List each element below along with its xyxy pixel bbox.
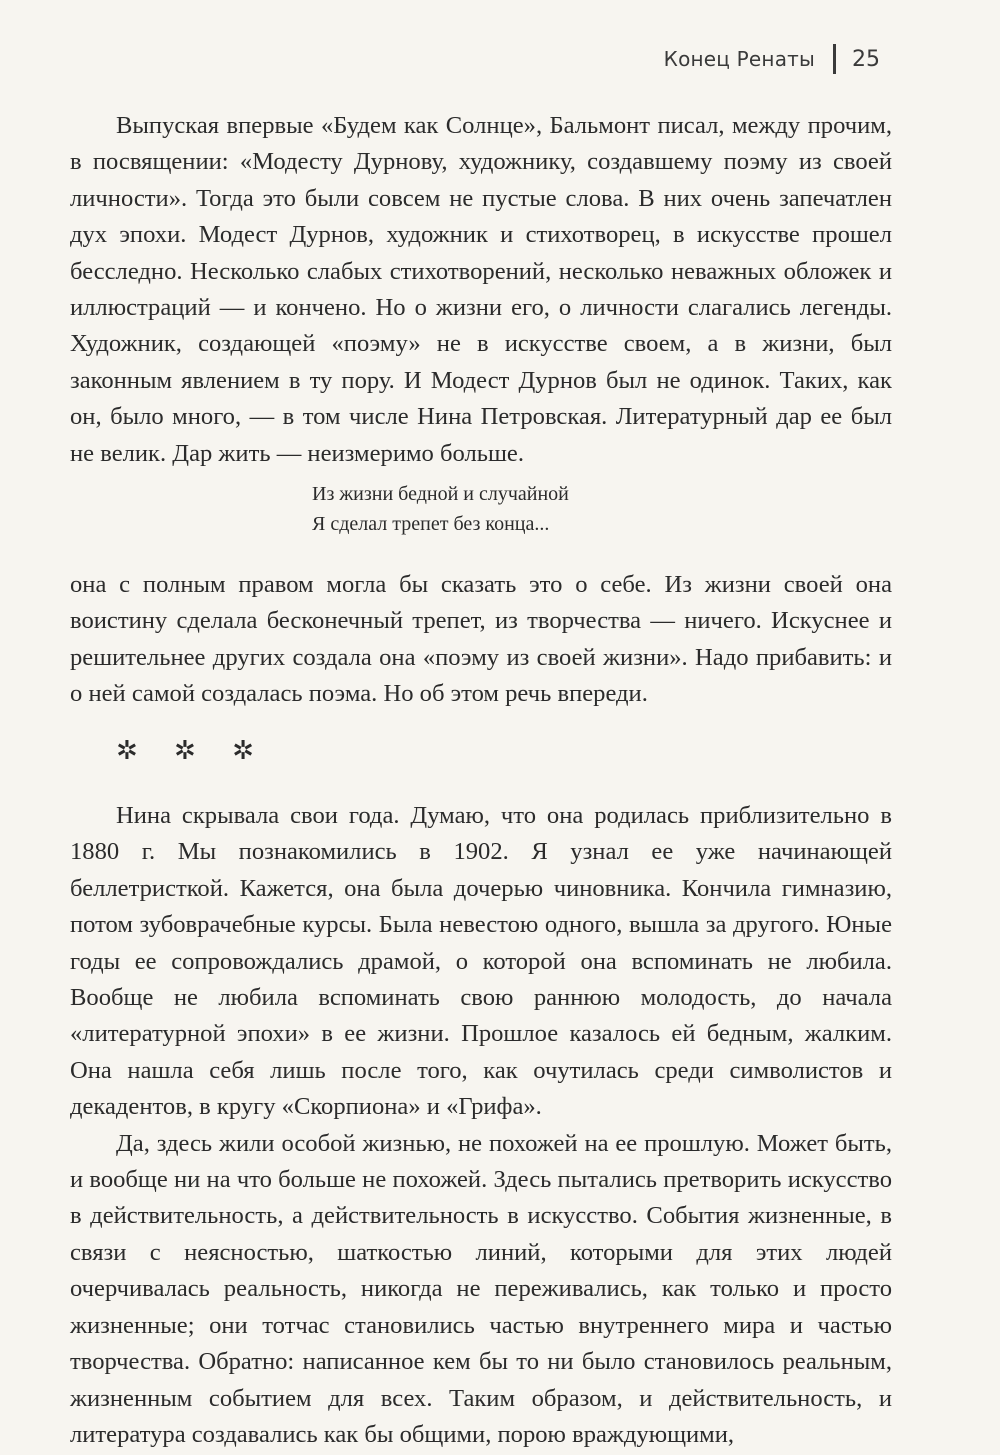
page-header: [664, 44, 880, 74]
page-number: 25: [852, 46, 880, 72]
text-section-1: [70, 108, 892, 472]
paragraph-4: Да, здесь жили особой жизнью, не похожей на ее прошлую. Может быть, и вообще ни на что больше не похожей. Здесь пытались претворить искусство в действительность, а действительность в искусство. События жизненные, в связи с неясностью, шаткостью линий, которыми для этих людей очерчивалась реальность, никогда не переживались, как только и просто жизненные; они тотчас становились частью внутреннего мира и частью творчества. Обратно: написанное кем бы то ни было становилось реальным, жизненным событием для всех. Таким образом, и действительность, и литература создавались как бы общими, порою враждующими,: [70, 1129, 892, 1448]
header-separator: [833, 44, 836, 74]
paragraph-2: она с полным правом могла бы сказать это о себе. Из жизни своей она воистину сделала бесконечный трепет, из творчества — ничего. Искуснее и решительнее других создала она «поэму из своей жизни». Надо прибавить: и о ней самой создалась поэма. Но об этом речь впереди.: [70, 571, 892, 708]
verse-line-2: Я сделал трепет без конца...: [312, 513, 550, 535]
running-title: Конец Ренаты: [663, 47, 815, 71]
section-break-asterism: ✲ ✲ ✲: [116, 736, 268, 766]
text-section-3: [70, 798, 892, 1453]
paragraph-1: Выпуская впервые «Будем как Солнце», Бальмонт писал, между прочим, в посвящении: «Модесту Дурнову, художнику, создавшему поэму из своей личности». Тогда это были совсем не пустые слова. В них очень запечатлен дух эпохи. Модест Дурнов, художник и стихотворец, в искусстве прошел бесследно. Несколько слабых стихотворений, несколько неважных обложек и иллюстраций — и кончено. Но о жизни его, о личности слагались легенды. Художник, создающей «поэму» не в искусстве своем, а в жизни, был законным явлением в ту пору. И Модест Дурнов был не одинок. Таких, как он, было много, — в том числе Нина Петровская. Литературный дар ее был не велик. Дар жить — неизмеримо больше.: [70, 112, 892, 467]
text-section-2: [70, 567, 892, 713]
verse-quote: [312, 479, 569, 539]
paragraph-3: Нина скрывала свои года. Думаю, что она родилась приблизительно в 1880 г. Мы познакомились в 1902. Я узнал ее уже начинающей беллетристкой. Кажется, она была дочерью чиновника. Кончила гимназию, потом зубоврачебные курсы. Была невестою одного, вышла за другого. Юные годы ее сопровождались драмой, о которой она вспоминать не любила. Вообще не любила вспоминать свою раннюю молодость, до начала «литературной эпохи» в ее жизни. Прошлое казалось ей бедным, жалким. Она нашла себя лишь после того, как очутилась среди символистов и декадентов, в кругу «Скорпиона» и «Грифа».: [70, 802, 892, 1121]
verse-line-1: Из жизни бедной и случайной: [312, 483, 569, 505]
